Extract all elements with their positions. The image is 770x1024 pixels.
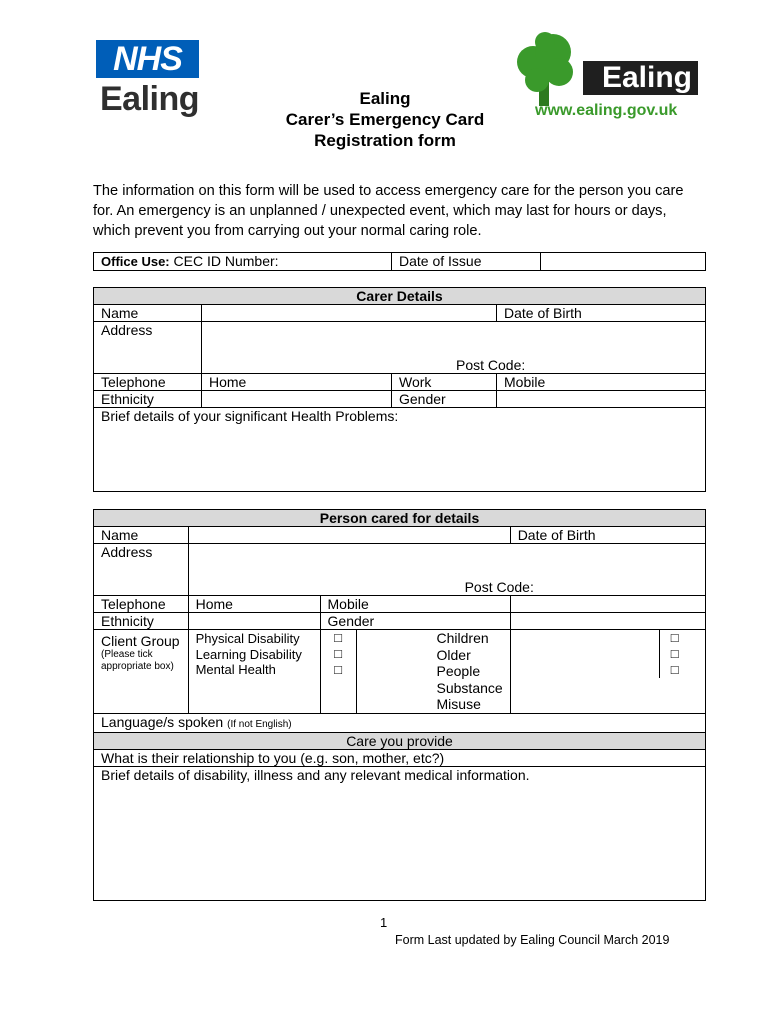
group-physical-disability: Physical Disability [195, 631, 300, 646]
tick-substance-misuse[interactable]: □ [670, 662, 679, 677]
person-details-table [93, 509, 706, 748]
language-label: Language/s spoken [101, 713, 224, 730]
tick-mental-health[interactable]: □ [334, 662, 342, 677]
group-substance-misuse: Substance Misuse [436, 679, 503, 712]
carer-dob-label: Date of Birth [504, 305, 582, 321]
office-use-table [93, 252, 706, 271]
carer-address-label: Address [94, 322, 202, 374]
nhs-logo-name: Ealing [100, 80, 200, 118]
person-postcode-label: Post Code: [464, 579, 534, 595]
page-number: 1 [380, 915, 388, 930]
person-name-field[interactable] [188, 527, 510, 544]
office-use-label: Office Use: [101, 254, 170, 269]
carer-mobile-field[interactable] [497, 374, 706, 391]
group-learning-disability: Learning Disability [195, 646, 302, 662]
person-address-field[interactable] [188, 544, 705, 596]
person-mobile-label: Mobile [327, 596, 369, 612]
client-groups-right [356, 630, 510, 714]
person-address-label: Address [94, 544, 189, 596]
person-details-header: Person cared for details [94, 510, 706, 527]
group-mental-health: Mental Health [195, 662, 276, 677]
carer-ethnicity-label: Ethnicity [94, 391, 202, 408]
carer-details-table [93, 287, 706, 492]
carer-health-label: Brief details of your significant Health Problems: [101, 408, 399, 424]
cec-id-label: CEC ID Number: [173, 253, 279, 269]
relationship-label: What is their relationship to you (e.g. son, mother, etc?) [101, 750, 445, 766]
carer-postcode-label: Post Code: [456, 357, 526, 373]
care-provided-table [93, 732, 706, 901]
council-logo-name: Ealing [583, 61, 698, 95]
person-ethnicity-field[interactable] [188, 613, 320, 630]
person-home-label: Home [195, 596, 233, 612]
client-group-label: Client Group [101, 633, 180, 649]
group-children: Children [436, 630, 489, 646]
carer-name-label: Name [94, 305, 202, 322]
relationship-field[interactable] [94, 750, 706, 767]
carer-dob-field[interactable] [497, 305, 706, 322]
carer-health-field[interactable] [94, 408, 706, 492]
tick-older-people[interactable]: □ [670, 646, 679, 661]
client-group-note: (Please tick appropriate box) [101, 649, 174, 672]
title-line-3: Registration form [314, 131, 456, 150]
care-provided-header: Care you provide [94, 733, 706, 750]
client-group-cell [94, 630, 189, 714]
council-url[interactable]: www.ealing.gov.uk [535, 102, 678, 119]
person-gender-field[interactable] [320, 613, 510, 630]
person-mobile-field[interactable] [320, 596, 510, 613]
carer-gender-label: Gender [399, 391, 446, 407]
carer-home-field[interactable] [202, 374, 392, 391]
carer-gender-field[interactable] [392, 391, 497, 408]
client-groups-right-ticks [510, 630, 705, 714]
carer-ethnicity-field[interactable] [202, 391, 392, 408]
language-note: (If not English) [227, 718, 292, 730]
person-ethnicity-label: Ethnicity [94, 613, 189, 630]
client-groups-left-ticks [320, 630, 356, 714]
person-dob-label: Date of Birth [517, 527, 596, 543]
carer-work-field[interactable] [392, 374, 497, 391]
person-name-label: Name [94, 527, 189, 544]
person-gender-label: Gender [327, 613, 375, 629]
title-line-2: Carer’s Emergency Card [285, 110, 485, 129]
carer-address-field[interactable] [202, 322, 706, 374]
carer-home-label: Home [209, 374, 247, 390]
date-of-issue-field[interactable] [541, 253, 706, 271]
date-of-issue-label: Date of Issue [392, 253, 541, 271]
tick-children[interactable]: □ [670, 630, 679, 645]
carer-telephone-label: Telephone [94, 374, 202, 391]
footer-updated: Form Last updated by Ealing Council March 2019 [395, 933, 670, 947]
medical-details-label: Brief details of disability, illness and any relevant medical information. [101, 767, 530, 783]
group-older-people: Older People [436, 646, 481, 679]
person-telephone-label: Telephone [94, 596, 189, 613]
carer-work-label: Work [399, 374, 432, 390]
person-gender-value[interactable] [510, 613, 705, 630]
carer-mobile-label: Mobile [504, 374, 546, 390]
tick-physical-disability[interactable]: □ [334, 630, 342, 645]
carer-gender-value[interactable] [497, 391, 706, 408]
title-line-1: Ealing [359, 89, 411, 108]
carer-details-header: Carer Details [94, 288, 706, 305]
tick-learning-disability[interactable]: □ [334, 646, 342, 661]
person-home-field[interactable] [188, 596, 320, 613]
intro-paragraph: The information on this form will be used to access emergency care for the person you care for. An emergency is an unplanned / unexpected event, which may last for hours or days, which prevent you from carrying out your normal caring role. [93, 183, 684, 239]
person-mobile-value[interactable] [510, 596, 705, 613]
client-groups-left [188, 630, 320, 714]
nhs-logo-badge: NHS [96, 40, 199, 78]
cec-id-field[interactable] [94, 253, 392, 271]
medical-details-field[interactable] [94, 767, 706, 901]
person-dob-field[interactable] [510, 527, 705, 544]
carer-name-field[interactable] [202, 305, 497, 322]
